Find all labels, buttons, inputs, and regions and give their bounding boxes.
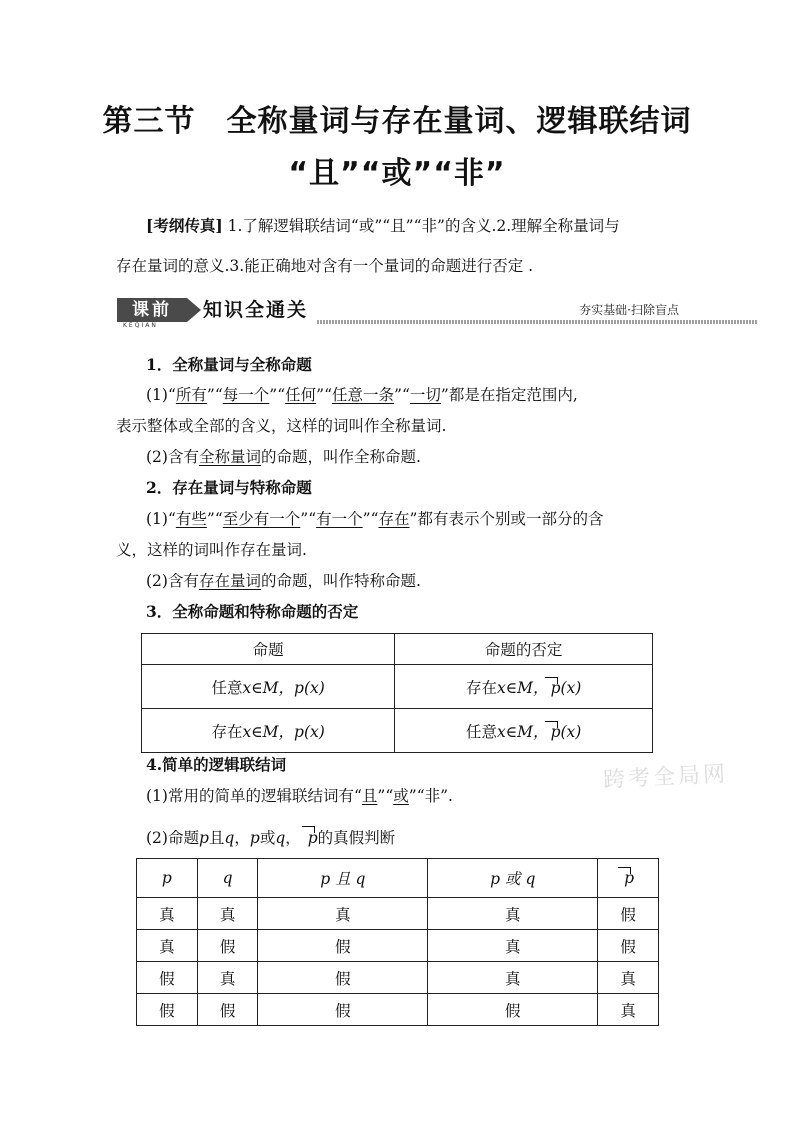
banner-divider (317, 320, 757, 324)
section-title: 第三节 全称量词与存在量词、逻辑联结词 (102, 104, 692, 139)
underlined-term: 存在量词 (198, 572, 261, 590)
text: (2)含有 (146, 448, 199, 466)
negated-formula: p(x) (550, 678, 582, 697)
underlined-term: 一切 (409, 386, 441, 404)
para-connectives-2 (146, 828, 395, 848)
table-cell: 假 (598, 898, 659, 930)
underlined-term: 存在 (378, 510, 410, 528)
text: 的命题，叫作特称命题. (260, 572, 421, 590)
text: ”“ (394, 386, 410, 404)
negation-table (141, 633, 653, 753)
formula: x∈M，p(x) (242, 722, 325, 741)
cell-proposition (142, 665, 395, 709)
text: ”都有表示个别或一部分的含 (409, 510, 604, 528)
table-row (142, 665, 653, 709)
underlined-term: 所有 (175, 386, 207, 404)
formula: x∈M， (496, 722, 549, 741)
table-header-row (142, 634, 653, 665)
table-cell: 真 (598, 962, 659, 994)
text: 的命题，叫作全称命题. (260, 448, 421, 466)
negated-p: p (624, 869, 635, 887)
table-cell: 假 (258, 930, 428, 962)
exam-outline-line-1 (146, 216, 716, 236)
text: ”“ (206, 386, 223, 404)
exam-outline-line-2: 存在量词的意义.3.能正确地对含有一个量词的命题进行否定 . (116, 257, 534, 275)
text: (1)“ (146, 386, 176, 404)
table-row (137, 962, 659, 994)
heading-existential: 2．存在量词与特称命题 (146, 478, 312, 497)
table-cell: 真 (428, 930, 598, 962)
banner-title: 知识全通关 (203, 299, 309, 321)
formula: x∈M， (496, 678, 549, 697)
text: ， (234, 829, 250, 847)
underlined-term: 且 (361, 787, 378, 805)
formula: x∈M，p(x) (242, 678, 325, 697)
table-cell: 假 (137, 994, 198, 1026)
table-cell: 假 (428, 994, 598, 1026)
exam-outline-text-1: 1.了解逻辑联结词“或”“且”“非”的含义.2.理解全称量词与 (227, 217, 620, 235)
header-q: q (197, 859, 258, 898)
underlined-term: 全称量词 (198, 448, 261, 466)
text: ”“非”. (408, 787, 453, 805)
section-banner (117, 298, 679, 328)
negated-formula: p(x) (550, 722, 582, 741)
heading-connectives: 4.简单的逻辑联结词 (146, 755, 287, 774)
table-row (137, 930, 659, 962)
header-p: p (137, 859, 198, 898)
cell-negation (395, 709, 653, 753)
heading-negation: 3．全称命题和特称命题的否定 (146, 602, 359, 621)
table-cell: 假 (197, 930, 258, 962)
cell-proposition (142, 709, 395, 753)
text: ”“ (269, 386, 286, 404)
table-cell: 假 (258, 962, 428, 994)
var-q: q (224, 829, 235, 847)
para-existential-1 (146, 509, 603, 529)
table-cell: 真 (598, 994, 659, 1026)
underlined-term: 任意一条 (332, 386, 395, 404)
underlined-term: 至少有一个 (222, 510, 301, 528)
text: 或 (259, 829, 276, 847)
text: 的真假判断 (317, 829, 396, 847)
section-subtitle: “且”“或”“非” (288, 156, 506, 191)
header-proposition: 命题 (142, 634, 395, 665)
text: ”“ (362, 510, 379, 528)
var-p: p (249, 829, 260, 847)
text: ”“ (300, 510, 317, 528)
header-p-and-q: p 且 q (258, 859, 428, 898)
text: ”都是在指定范围内, (440, 386, 578, 404)
table-cell: 假 (598, 930, 659, 962)
exam-outline-tag: [考纲传真] (146, 216, 223, 235)
para-universal-1 (146, 385, 578, 405)
table-cell: 假 (258, 994, 428, 1026)
header-not-p (598, 859, 659, 898)
table-cell: 真 (428, 962, 598, 994)
negated-p: p (307, 829, 318, 847)
heading-universal: 1．全称量词与全称命题 (146, 355, 312, 374)
table-row (142, 709, 653, 753)
quantifier: 任意 (465, 722, 497, 741)
text: 且 (208, 829, 225, 847)
header-negation: 命题的否定 (395, 634, 653, 665)
var-q: q (275, 829, 286, 847)
underlined-term: 有一个 (316, 510, 363, 528)
truth-table (136, 858, 659, 1026)
table-header-row (137, 859, 659, 898)
para-universal-1-cont: 表示整体或全部的含义，这样的词叫作全称量词. (116, 417, 447, 435)
underlined-term: 任何 (285, 386, 317, 404)
table-cell: 假 (137, 962, 198, 994)
para-universal-2 (146, 447, 421, 467)
text: ， (285, 829, 301, 847)
text: ”“ (206, 510, 223, 528)
table-cell: 真 (258, 898, 428, 930)
para-existential-1-cont: 义，这样的词叫作存在量词. (116, 541, 307, 559)
quantifier: 存在 (465, 678, 497, 697)
underlined-term: 或 (393, 787, 409, 805)
table-cell: 真 (428, 898, 598, 930)
text: ”“ (377, 787, 394, 805)
text: (2)命题 (146, 829, 199, 847)
text: (1)“ (146, 510, 176, 528)
table-cell: 真 (197, 898, 258, 930)
quantifier: 任意 (211, 678, 243, 697)
text: ”“ (316, 386, 333, 404)
var-p: p (198, 829, 209, 847)
table-cell: 假 (197, 994, 258, 1026)
header-p-or-q: p 或 q (428, 859, 598, 898)
banner-tag-pinyin: KEQIAN (123, 322, 158, 329)
text: (1)常用的简单的逻辑联结词有“ (146, 787, 362, 805)
table-cell: 真 (137, 898, 198, 930)
quantifier: 存在 (211, 722, 243, 741)
para-existential-2 (146, 571, 421, 591)
banner-slogan: 夯实基础·扫除盲点 (579, 303, 679, 317)
table-row (137, 994, 659, 1026)
table-cell: 真 (197, 962, 258, 994)
banner-tag: 课前 (117, 298, 187, 322)
watermark: 跨考全局网 (602, 761, 729, 794)
table-row (137, 898, 659, 930)
underlined-term: 有些 (175, 510, 207, 528)
cell-negation (395, 665, 653, 709)
para-connectives-1 (146, 786, 453, 806)
underlined-term: 每一个 (222, 386, 270, 404)
text: (2)含有 (146, 572, 199, 590)
table-cell: 真 (137, 930, 198, 962)
